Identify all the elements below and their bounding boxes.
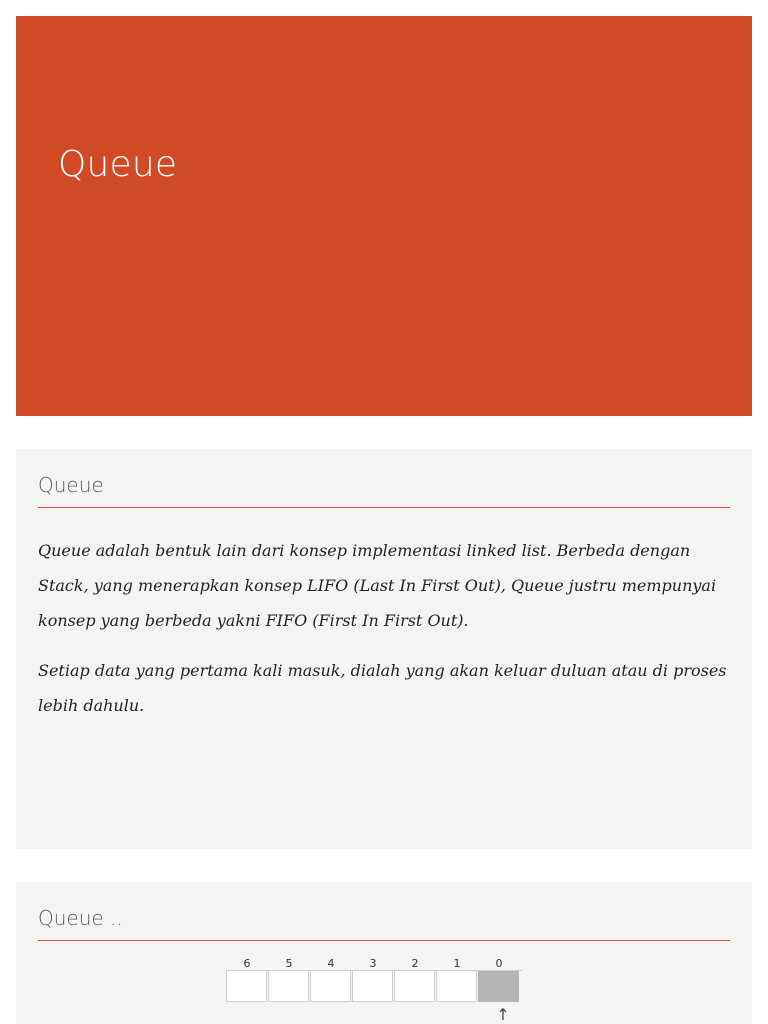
slide-heading: Queue [38, 473, 104, 497]
queue-cell [268, 971, 309, 1002]
queue-index-label: 3 [369, 957, 377, 970]
queue-cell [436, 971, 477, 1002]
heading-divider [38, 940, 730, 941]
queue-cell [310, 971, 351, 1002]
queue-index-label: 2 [411, 957, 419, 970]
queue-cell [226, 971, 267, 1002]
queue-index-label: 1 [453, 957, 461, 970]
queue-index-label: 6 [243, 957, 251, 970]
queue-cell [352, 971, 393, 1002]
queue-cells [226, 970, 522, 1003]
heading-divider [38, 507, 730, 508]
queue-index-labels [226, 957, 524, 971]
content-slide-queue-diagram [16, 882, 752, 1024]
queue-index-label: 5 [285, 957, 293, 970]
paragraph: Queue adalah bentuk lain dari konsep implementasi linked list. Berbeda dengan Stack, yang menerapkan konsep LIFO (Last In First Out), Queue justru mempunyai konsep yang berbeda yakni FIFO (First In First Out). [38, 541, 717, 630]
title-slide [16, 16, 752, 416]
slide-heading: Queue .. [38, 906, 123, 930]
up-arrow-icon: ↑ [496, 1005, 510, 1024]
queue-index-label: 0 [495, 957, 503, 970]
queue-diagram [226, 957, 526, 1024]
content-slide-queue [16, 449, 752, 849]
slide-title: Queue [58, 144, 178, 185]
queue-cell-filled [478, 971, 519, 1002]
paragraph: Setiap data yang pertama kali masuk, dialah yang akan keluar duluan atau di proses lebih dahulu. [38, 661, 727, 715]
queue-cell [394, 971, 435, 1002]
slide-body [38, 533, 728, 738]
queue-index-label: 4 [327, 957, 335, 970]
